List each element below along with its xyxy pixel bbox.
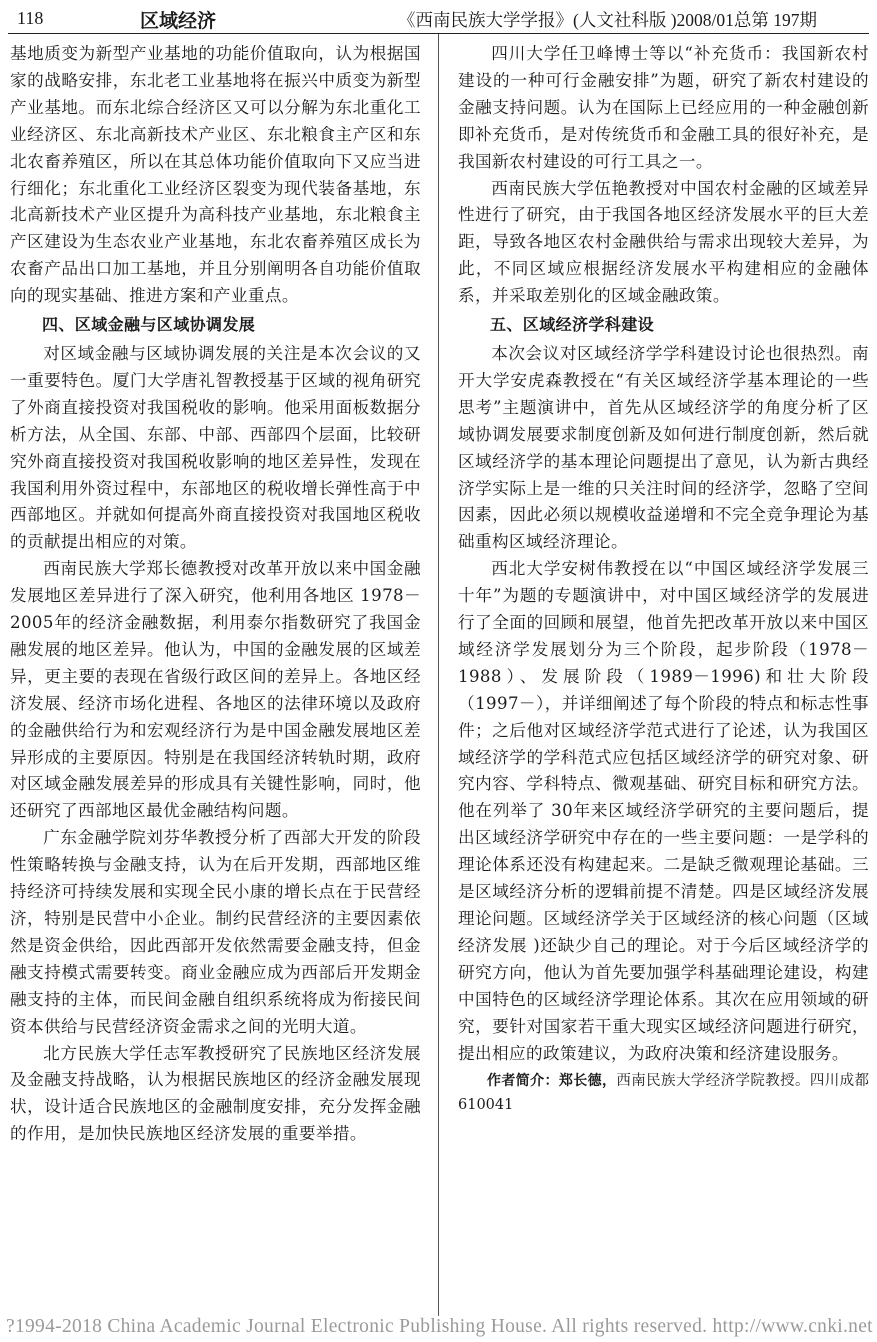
section-title: 区域经济 xyxy=(140,10,217,32)
author-label: 作者简介：郑长德， xyxy=(487,1073,617,1090)
journal-citation: 《西南民族大学学报》(人文社科版 )2008/01总第 197期 xyxy=(398,10,818,30)
paragraph: 北方民族大学任志军教授研究了民族地区经济发展及金融支持战略，认为根据民族地区的经济金融发展现状，设计适合民族地区的金融制度安排，充分发挥金融的作用，是加快民族地区经济发展的重要举措。 xyxy=(10,1043,421,1144)
paragraph: 本次会议对区域经济学学科建设讨论也很热烈。南开大学安虎森教授在“有关区域经济学基本理论的一些思考”主题演讲中，首先从区域经济学的角度分析了区域协调发展要求制度创新及如何进行制度创新，然后就区域经济学的基本理论问题提出了意见，认为新古典经济学实际上是一维的只关注时间的经济学，忽略了空间因素，因此必须以规模收益递增和不完全竞争理论为基础重构区域经济理论。 xyxy=(458,343,869,552)
paragraph: 基地质变为新型产业基地的功能价值取向，认为根据国家的战略安排，东北老工业基地将在振兴中质变为新型产业基地。而东北综合经济区又可以分解为东北重化工业经济区、东北高新技术产业区、东北粮食主产区和东北农畜养殖区，所以在其总体功能价值取向下又应当进行细化；东北重化工业经济区裂变为现代装备基地，东北高新技术产业区提升为高科技产业基地，东北粮食主产区建设为生态农业产业基地，东北农畜养殖区成长为农畜产品出口加工基地，并且分别阐明各自功能价值取向的现实基础、推进方案和产业重点。 xyxy=(10,44,421,306)
paragraph: 西南民族大学郑长德教授对改革开放以来中国金融发展地区差异进行了深入研究，他利用各地区 1978－2005年的经济金融数据，利用泰尔指数研究了我国金融发展的地区差异。他认为，中国的金融发展的区域差异，更主要的表现在省级行政区间的差异上。各地区经济发展、经济市场化进程、各地区的法律环境以及政府的金融供给行为和宏观经济行为是中国金融发展地区差异形成的主要原因。特别是在我国经济转轨时期，政府对区域金融发展差异的形成具有关键性影响，同时，他还研究了西部地区最优金融结构问题。 xyxy=(10,559,421,821)
page-header xyxy=(0,0,877,36)
page-number: 118 xyxy=(17,8,44,28)
paragraph: 对区域金融与区域协调发展的关注是本次会议的又一重要特色。厦门大学唐礼智教授基于区域的视角研究了外商直接投资对我国税收的影响。他采用面板数据分析方法，从全国、东部、中部、西部四个层面，比较研究外商直接投资对我国税收影响的地区差异性，发现在我国利用外资过程中，东部地区的税收增长弹性高于中西部地区。并就如何提高外商直接投资对我国地区税收的贡献提出相应的对策。 xyxy=(10,343,421,552)
copyright-text: ?1994-2018 China Academic Journal Electronic Publishing House. All rights reserved. http://www.cnki.net xyxy=(6,1316,873,1337)
author-text: 西南民族大学经济学院教授。四川成都 610041 xyxy=(458,1073,870,1114)
paragraph: 四川大学任卫峰博士等以“补充货币：我国新农村建设的一种可行金融安排”为题，研究了新农村建设的金融支持问题。认为在国际上已经应用的一种金融创新即补充货币，是对传统货币和金融工具的很好补充，是我国新农村建设的可行工具之一。 xyxy=(458,44,869,171)
paragraph: 西南民族大学伍艳教授对中国农村金融的区域差异性进行了研究，由于我国各地区经济发展水平的巨大差距，导致各地区农村金融供给与需求出现较大差异，为此，不同区域应根据经济发展水平构建相应的金融体系，并采取差别化的区域金融政策。 xyxy=(458,178,869,306)
paragraph: 广东金融学院刘芬华教授分析了西部大开发的阶段性策略转换与金融支持，认为在后开发期，西部地区维持经济可持续发展和实现全民小康的增长点在于民营经济，特别是民营中小企业。制约民营经济的主要因素依然是资金供给，因此西部开发依然需要金融支持，但金融支持模式需要转变。商业金融应成为西部后开发期金融支持的主体，而民间金融自组织系统将成为衔接民间资本供给与民营经济资金需求之间的光明大道。 xyxy=(10,828,421,1036)
paragraph: 西北大学安树伟教授在以“中国区域经济学发展三十年”为题的专题演讲中，对中国区域经济学的发展进行了全面的回顾和展望，他首先把改革开放以来中国区域经济学发展划分为三个阶段，起步阶段（1978－1988）、发展阶段（1989－1996)和壮大阶段（1997－），并详细阐述了每个阶段的特点和标志性事件；之后他对区域经济学范式进行了论述，认为我国区域经济学的学科范式应包括区域经济学的研究对象、研究内容、学科特点、微观基础、研究目标和研究方法。他在列举了 30年来区域经济学研究的主要问题后，提出区域经济学研究中存在的一些主要问题：一是学科的理论体系还没有构建起来。二是缺乏微观理论基础。三是区域经济分析的逻辑前提不清楚。四是区域经济发展理论问题。区域经济学关于区域经济的核心问题（区域经济发展 )还缺少自己的理论。对于今后区域经济学的研究方向，他认为首先要加强学科基础理论建设，构建中国特色的区域经济学理论体系。其次在应用领域的研究，要针对国家若干重大现实区域经济问题进行研究，提出相应的政策建议，为政府决策和经济建设服务。 xyxy=(458,559,869,1063)
section-heading: 五、区域经济学科建设 xyxy=(490,315,655,335)
left-column xyxy=(10,41,421,1148)
section-heading: 四、区域金融与区域协调发展 xyxy=(42,315,256,335)
copyright-footer xyxy=(0,1316,877,1342)
right-column xyxy=(458,41,869,1132)
author-note xyxy=(458,1069,869,1117)
column-divider xyxy=(438,34,439,1316)
